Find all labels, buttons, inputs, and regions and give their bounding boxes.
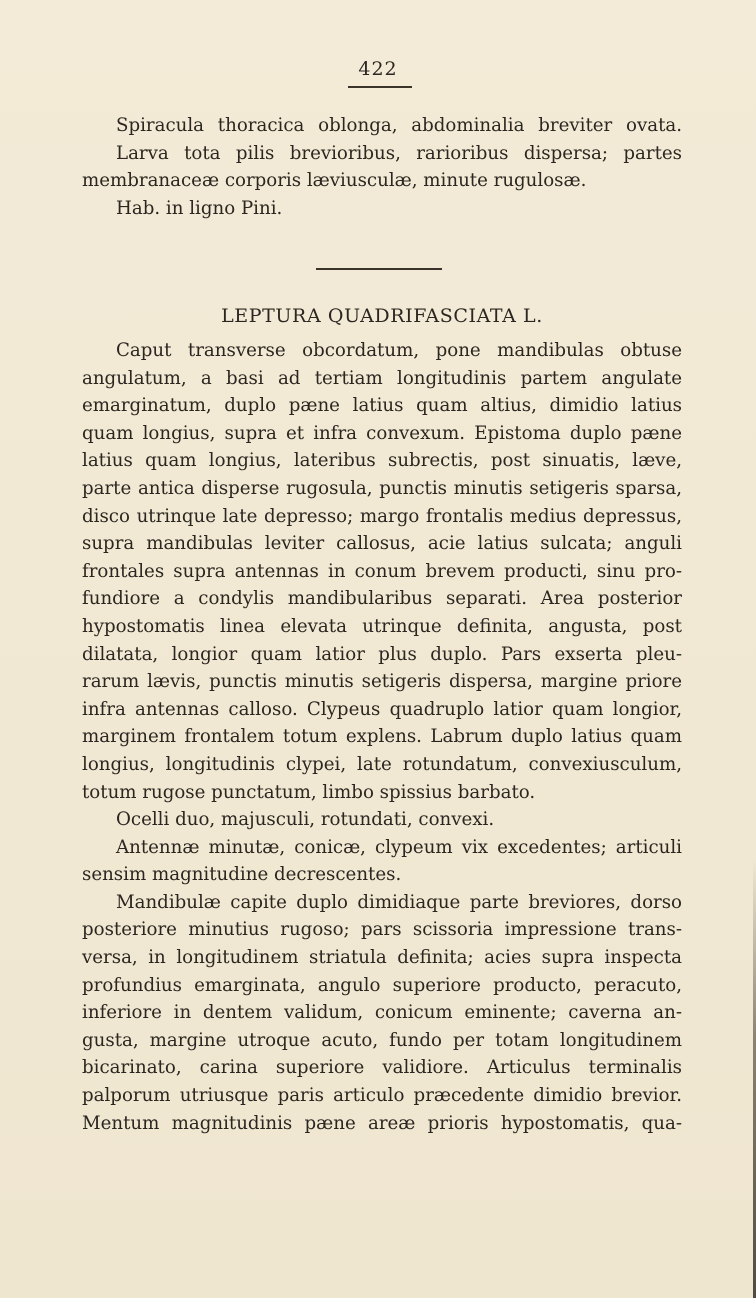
text-line: versa, in longitudinem striatula definita; acies supra inspecta <box>82 947 682 969</box>
text-line: hypostomatis linea elevata utrinque definita, angusta, post <box>82 615 682 637</box>
text-line: Antennæ minutæ, conicæ, clypeum vix excedentes; articuli <box>116 836 682 858</box>
text-line: marginem frontalem totum explens. Labrum duplo latius quam <box>82 726 682 748</box>
text-line: quam longius, supra et infra convexum. Epistoma duplo pæne <box>82 422 682 444</box>
species-heading: LEPTURA QUADRIFASCIATA L. <box>221 305 543 327</box>
text-line: Caput transverse obcordatum, pone mandibulas obtuse <box>116 340 682 361</box>
text-line: posteriore minutius rugoso; pars scissoria impressione trans- <box>82 919 682 941</box>
text-line: Hab. in ligno Pini. <box>116 197 283 219</box>
text-line: Larva tota pilis brevioribus, rarioribus dispersa; partes <box>116 142 682 164</box>
text-line: dilatata, longior quam latior plus duplo. Pars exserta pleu- <box>82 643 682 665</box>
text-line: fundiore a condylis mandibularibus separati. Area posterior <box>82 588 682 610</box>
page-number-underline <box>348 86 412 88</box>
text-line: totum rugose punctatum, limbo spissius barbato. <box>82 781 536 803</box>
text-line: Spiracula thoracica oblonga, abdominalia breviter ovata. <box>116 115 682 136</box>
text-line: inferiore in dentem validum, conicum eminente; caverna an- <box>82 1002 682 1024</box>
text-line: bicarinato, carina superiore validiore. Articulus terminalis <box>82 1057 682 1079</box>
text-line: rarum lævis, punctis minutis setigeris dispersa, margine priore <box>82 671 682 693</box>
text-line: membranaceæ corporis læviusculæ, minute rugulosæ. <box>82 170 587 192</box>
text-line: parte antica disperse rugosula, punctis minutis setigeris sparsa, <box>82 477 682 499</box>
section-separator <box>316 268 442 270</box>
text-line: sensim magnitudine decrescentes. <box>82 864 402 886</box>
intro-paragraph <box>82 112 682 222</box>
text-line: palporum utriusque paris articulo præcedente dimidio brevior. <box>82 1085 682 1107</box>
text-line: latius quam longius, lateribus subrectis, post sinuatis, læve, <box>82 450 682 472</box>
text-line: Ocelli duo, majusculi, rotundati, convexi. <box>116 809 495 831</box>
text-line: emarginatum, duplo pæne latius quam altius, dimidio latius <box>82 395 682 417</box>
text-line: gusta, margine utroque acuto, fundo per totam longitudinem <box>82 1029 682 1051</box>
text-line: longius, longitudinis clypei, late rotundatum, convexiusculum, <box>82 753 682 775</box>
text-line: supra mandibulas leviter callosus, acie latius sulcata; anguli <box>82 533 682 555</box>
species-description <box>82 337 682 1137</box>
text-line: Mandibulæ capite duplo dimidiaque parte breviores, dorso <box>116 891 682 913</box>
text-line: disco utrinque late depresso; margo frontalis medius depressus, <box>82 505 682 527</box>
text-line: angulatum, a basi ad tertiam longitudinis partem angulate <box>82 367 682 389</box>
text-line: profundius emarginata, angulo superiore producto, peracuto, <box>82 974 682 996</box>
text-line: infra antennas calloso. Clypeus quadruplo latior quam longior, <box>82 698 682 720</box>
text-line: frontales supra antennas in conum brevem producti, sinu pro- <box>82 560 682 582</box>
page-number: 422 <box>358 58 398 80</box>
text-line: Mentum magnitudinis pæne areæ prioris hypostomatis, qua- <box>82 1112 682 1134</box>
